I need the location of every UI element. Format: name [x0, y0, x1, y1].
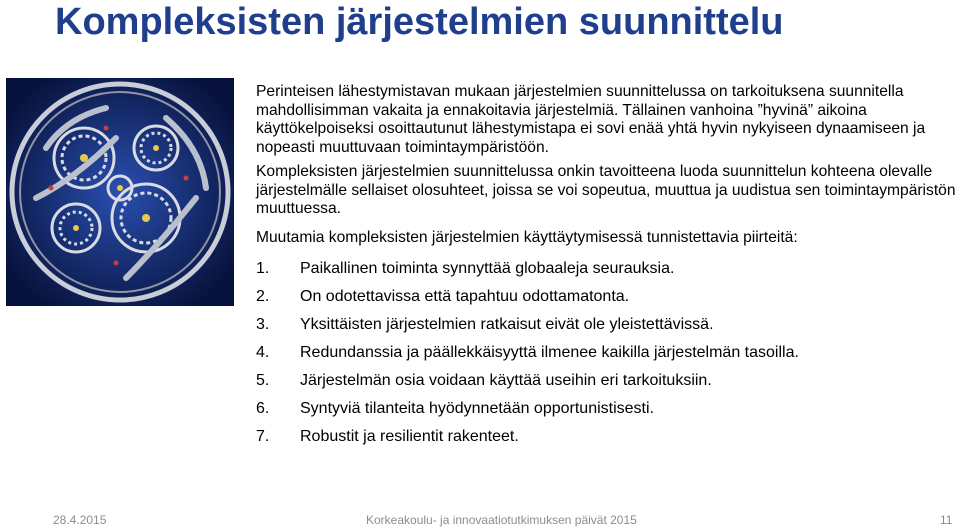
- footer-date: 28.4.2015: [53, 513, 107, 527]
- paragraph-traditional-approach: Perinteisen lähestymistavan mukaan järjestelmien suunnittelussa on tarkoituksena suunnitella mahdollisimman vakaita ja ennakoitavia järjestelmiä. Tällainen vanhoina ”hyvinä” aikoina käyttökelpoiseksi osoittautunut lähestymistapa ei sovi enää yhtä hyvin nykyiseen dynaamiseen ja nopeasti muuttuvaan toimintaympäristöön.: [256, 83, 926, 156]
- list-item: 2. On odotettavissa että tapahtuu odottamatonta.: [256, 288, 630, 305]
- slide-footer: [0, 513, 960, 529]
- traits-list: [256, 255, 956, 451]
- list-item: 7. Robustit ja resilientit rakenteet.: [256, 428, 519, 445]
- list-item: 5. Järjestelmän osia voidaan käyttää useihin eri tarkoituksiin.: [256, 372, 712, 389]
- paragraph-complex-design-goal: Kompleksisten järjestelmien suunnittelussa onkin tavoitteena luoda suunnittelun kohteena olevalle järjestelmälle sellaiset olosuhteet, joissa se voi sopeutua, muuttua ja uudistua sen toimintaympäristön muuttuessa.: [256, 163, 956, 217]
- list-item: 3. Yksittäisten järjestelmien ratkaisut eivät ole yleistettävissä.: [256, 316, 714, 333]
- list-item: 4. Redundanssia ja päällekkäisyyttä ilmenee kaikilla järjestelmän tasoilla.: [256, 344, 799, 361]
- page-number: 11: [940, 513, 953, 527]
- footer-event: Korkeakoulu- ja innovaatiotutkimuksen päivät 2015: [366, 513, 637, 527]
- list-item: 1. Paikallinen toiminta synnyttää globaaleja seurauksia.: [256, 260, 675, 277]
- watch-movement-gears-image: [6, 78, 234, 306]
- list-intro: Muutamia kompleksisten järjestelmien käyttäytymisessä tunnistettavia piirteitä:: [256, 228, 798, 246]
- slide-title: Kompleksisten järjestelmien suunnittelu: [55, 1, 784, 43]
- list-item: 6. Syntyviä tilanteita hyödynnetään opportunistisesti.: [256, 400, 654, 417]
- slide-body: [256, 83, 956, 451]
